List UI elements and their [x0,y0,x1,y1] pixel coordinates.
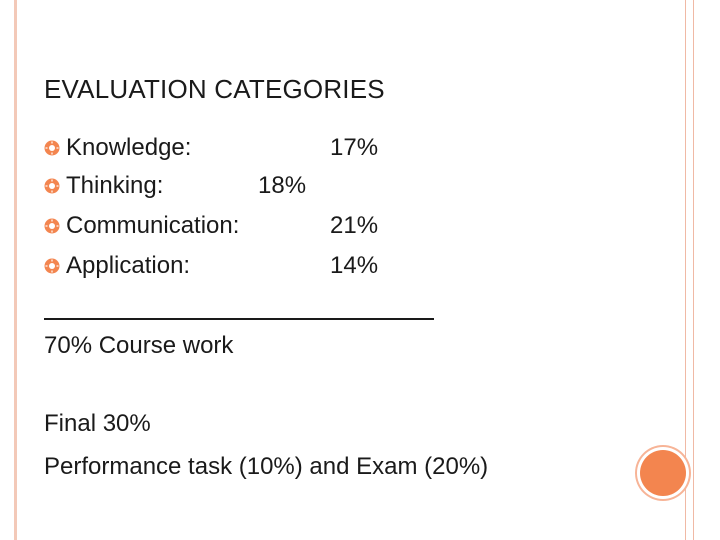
sun-bullet-icon [44,140,60,156]
accent-circle [640,450,686,496]
sun-bullet-icon [44,218,60,234]
divider-line [44,318,434,320]
slide-title: EVALUATION CATEGORIES [44,74,385,104]
bullet-percent: 14% [330,252,379,279]
bullet-percent: 17% [330,134,379,161]
coursework-total: 70% Course work [44,332,234,359]
bullet-label: Knowledge: [66,134,192,161]
sun-bullet-icon [44,178,60,194]
left-frame-line [14,0,17,540]
bullet-label: Thinking: [66,172,164,199]
bullet-label: Communication: [66,212,240,239]
performance-breakdown: Performance task (10%) and Exam (20%) [44,453,489,480]
sun-bullet-icon [44,258,60,274]
bullet-percent: 18% [258,172,307,199]
right-frame-bar [685,0,694,540]
bullet-percent: 21% [330,212,379,239]
bullet-label: Application: [66,252,191,279]
final-total: Final 30% [44,410,151,437]
